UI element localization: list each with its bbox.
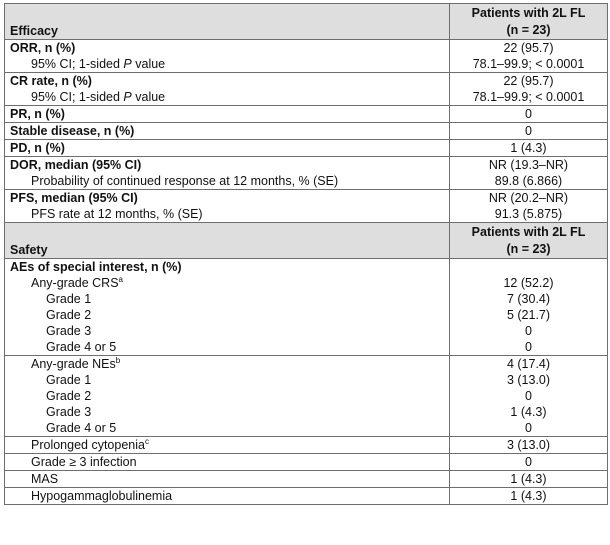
infection-row <box>5 454 608 471</box>
efficacy-header-row <box>5 4 608 40</box>
pfs-sub-value: 91.3 (5.875) <box>450 206 608 223</box>
pfs-label: PFS, median (95% CI) <box>5 190 450 207</box>
ne-g45-row <box>5 420 608 437</box>
dor-row <box>5 157 608 174</box>
pfs-value: NR (20.2–NR) <box>450 190 608 207</box>
cr-label: CR rate, n (%) <box>5 73 450 90</box>
pr-row <box>5 106 608 123</box>
aesi-label: AEs of special interest, n (%) <box>5 259 450 276</box>
dor-value: NR (19.3–NR) <box>450 157 608 174</box>
mas-value: 1 (4.3) <box>450 471 608 488</box>
crs-g45-row <box>5 339 608 356</box>
crs-g3-row <box>5 323 608 339</box>
cytopenia-value: 3 (13.0) <box>450 437 608 454</box>
crs-g45-label: Grade 4 or 5 <box>5 339 450 356</box>
crs-g2-row <box>5 307 608 323</box>
crs-value: 12 (52.2) <box>450 275 608 291</box>
mas-label: MAS <box>5 471 450 488</box>
safety-header: Safety <box>5 223 450 259</box>
ne-g3-value: 1 (4.3) <box>450 404 608 420</box>
hypogammaglobulinemia-label: Hypogammaglobulinemia <box>5 488 450 505</box>
orr-ci-label: 95% CI; 1-sided P value <box>5 56 450 73</box>
safety-cohort-header: Patients with 2L FL (n = 23) <box>450 223 608 259</box>
orr-ci-row <box>5 56 608 73</box>
ne-g1-value: 3 (13.0) <box>450 372 608 388</box>
ne-g45-value: 0 <box>450 420 608 437</box>
ne-row <box>5 356 608 373</box>
ne-g1-label: Grade 1 <box>5 372 450 388</box>
ne-g2-value: 0 <box>450 388 608 404</box>
aesi-value <box>450 259 608 276</box>
cr-ci-label: 95% CI; 1-sided P value <box>5 89 450 106</box>
dor-sub-value: 89.8 (6.866) <box>450 173 608 190</box>
crs-label: Any-grade CRS$^a$ <box>5 275 450 291</box>
safety-header-row <box>5 223 608 259</box>
cr-ci-value: 78.1–99.9; < 0.0001 <box>450 89 608 106</box>
crs-g1-value: 7 (30.4) <box>450 291 608 307</box>
orr-value: 22 (95.7) <box>450 40 608 57</box>
sd-label: Stable disease, n (%) <box>5 123 450 140</box>
crs-g1-label: Grade 1 <box>5 291 450 307</box>
cytopenia-row <box>5 437 608 454</box>
infection-value: 0 <box>450 454 608 471</box>
efficacy-header: Efficacy <box>5 4 450 40</box>
orr-row <box>5 40 608 57</box>
cr-value: 22 (95.7) <box>450 73 608 90</box>
pd-label: PD, n (%) <box>5 140 450 157</box>
aesi-row <box>5 259 608 276</box>
ne-g1-row <box>5 372 608 388</box>
crs-g45-value: 0 <box>450 339 608 356</box>
efficacy-cohort-header: Patients with 2L FL (n = 23) <box>450 4 608 40</box>
pfs-sub-row <box>5 206 608 223</box>
crs-g3-label: Grade 3 <box>5 323 450 339</box>
dor-sub-row <box>5 173 608 190</box>
crs-row <box>5 275 608 291</box>
results-table <box>4 3 608 505</box>
ne-label: Any-grade NEs$^b$ <box>5 356 450 373</box>
crs-g2-value: 5 (21.7) <box>450 307 608 323</box>
cytopenia-label: Prolonged cytopenia$^c$ <box>5 437 450 454</box>
pr-value: 0 <box>450 106 608 123</box>
infection-label: Grade ≥ 3 infection <box>5 454 450 471</box>
hypogammaglobulinemia-value: 1 (4.3) <box>450 488 608 505</box>
sd-row <box>5 123 608 140</box>
pd-value: 1 (4.3) <box>450 140 608 157</box>
ne-value: 4 (17.4) <box>450 356 608 373</box>
ne-g3-row <box>5 404 608 420</box>
ne-g2-row <box>5 388 608 404</box>
dor-sub-label: Probability of continued response at 12 months, % (SE) <box>5 173 450 190</box>
pd-row <box>5 140 608 157</box>
pr-label: PR, n (%) <box>5 106 450 123</box>
sd-value: 0 <box>450 123 608 140</box>
orr-ci-value: 78.1–99.9; < 0.0001 <box>450 56 608 73</box>
crs-g2-label: Grade 2 <box>5 307 450 323</box>
dor-label: DOR, median (95% CI) <box>5 157 450 174</box>
pfs-sub-label: PFS rate at 12 months, % (SE) <box>5 206 450 223</box>
ne-g45-label: Grade 4 or 5 <box>5 420 450 437</box>
mas-row <box>5 471 608 488</box>
orr-label: ORR, n (%) <box>5 40 450 57</box>
pfs-row <box>5 190 608 207</box>
ne-g3-label: Grade 3 <box>5 404 450 420</box>
crs-g3-value: 0 <box>450 323 608 339</box>
cr-row <box>5 73 608 90</box>
crs-g1-row <box>5 291 608 307</box>
ne-g2-label: Grade 2 <box>5 388 450 404</box>
hypogammaglobulinemia-row <box>5 488 608 505</box>
cr-ci-row <box>5 89 608 106</box>
